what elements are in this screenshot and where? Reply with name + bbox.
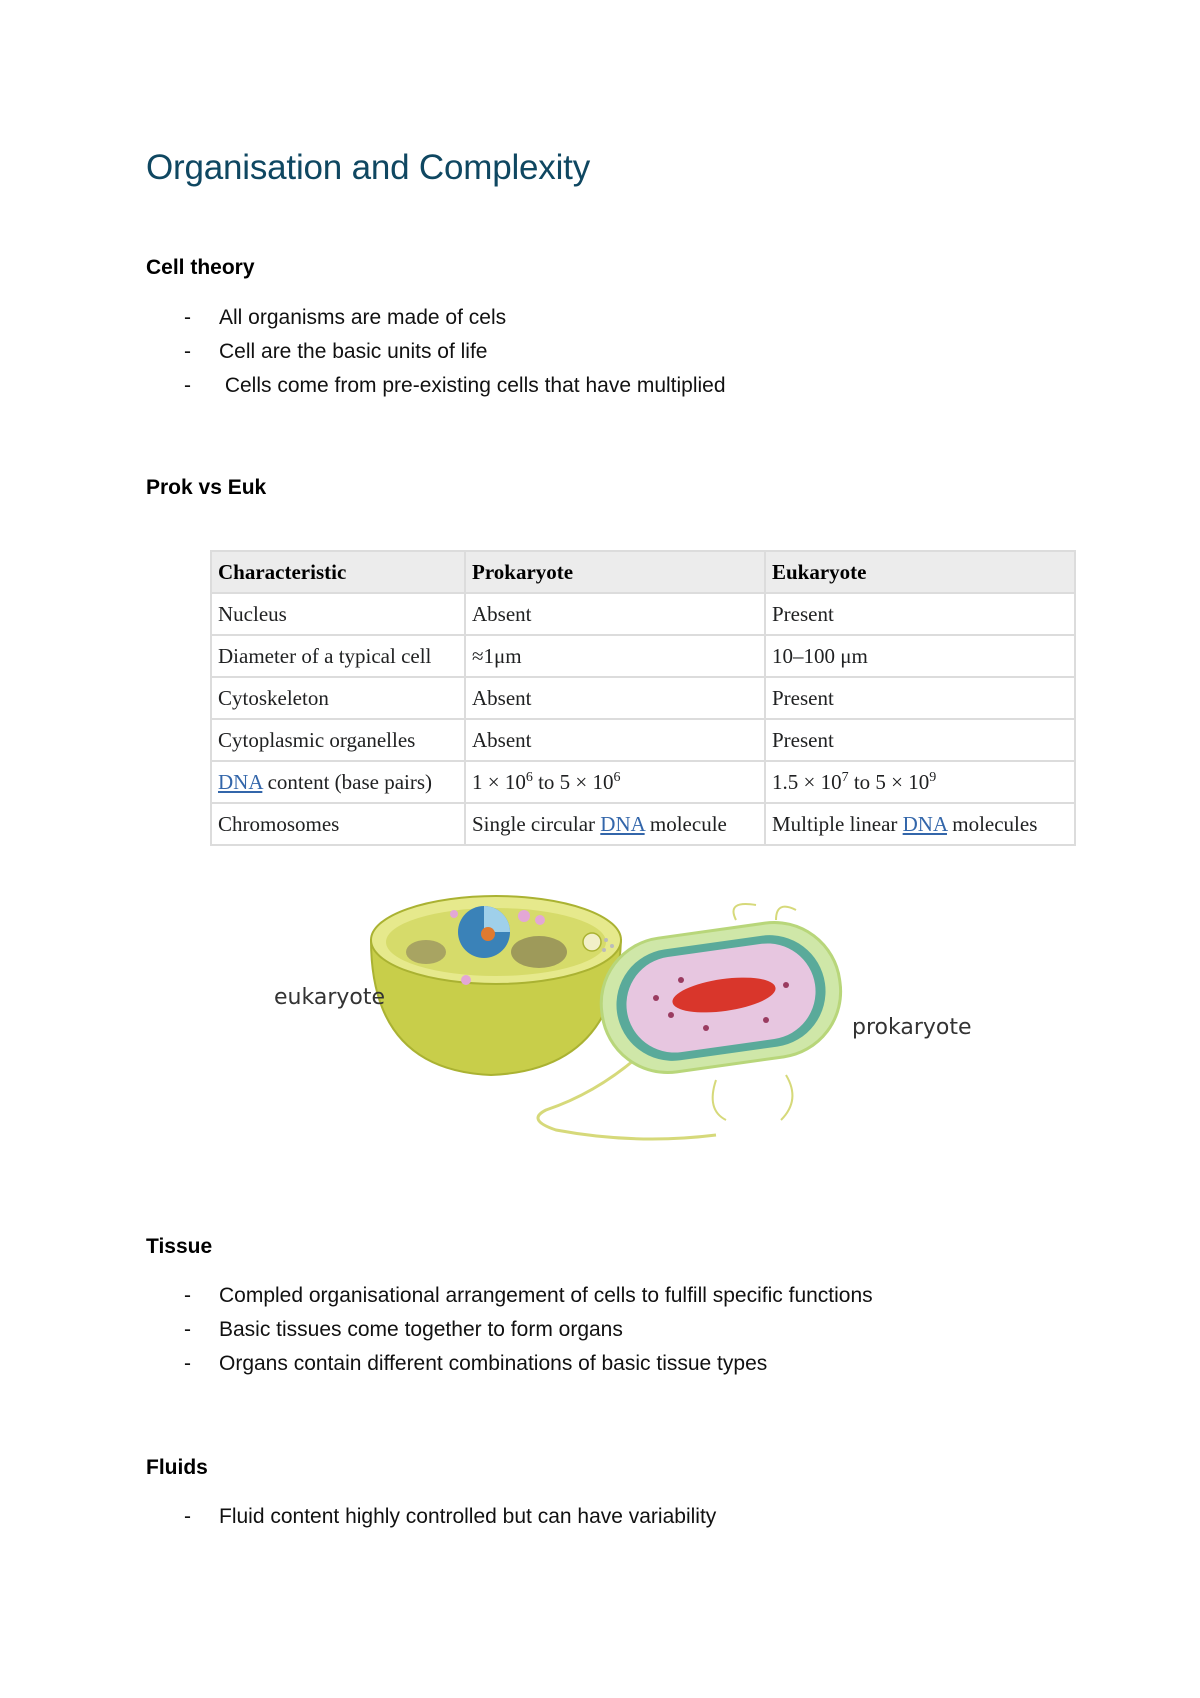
cell-text: molecules <box>946 811 1038 836</box>
list-item-text: All organisms are made of cels <box>219 306 507 329</box>
cell-text: content (base pairs) <box>262 769 433 794</box>
list-item <box>146 301 726 335</box>
dna-link[interactable]: DNA <box>902 811 947 836</box>
list-item-text: Basic tissues come together to form organs <box>219 1318 623 1341</box>
bullet-dash: - <box>184 1284 191 1307</box>
cell-text: 1.5 × 10 <box>772 769 842 794</box>
exponent: 6 <box>525 769 533 785</box>
fluids-heading: Fluids <box>146 1456 208 1479</box>
cell-characteristic: Diameter of a typical cell <box>211 635 465 677</box>
list-item <box>146 1313 873 1347</box>
eukaryote-cell-image <box>371 896 621 1075</box>
cell-characteristic: Cytoplasmic organelles <box>211 719 465 761</box>
list-item <box>146 1500 716 1534</box>
bullet-dash: - <box>184 1318 191 1341</box>
cell-prokaryote: Absent <box>465 593 765 635</box>
dna-link[interactable]: DNA <box>600 811 645 836</box>
list-item-text: Cell are the basic units of life <box>219 340 488 363</box>
table-row <box>211 677 1075 719</box>
exponent: 7 <box>841 769 849 785</box>
header-characteristic: Characteristic <box>211 551 465 593</box>
list-item-text: Compled organisational arrangement of cells to fulfill specific functions <box>219 1284 873 1307</box>
table-row <box>211 803 1075 845</box>
cell-characteristic: Nucleus <box>211 593 465 635</box>
bullet-dash: - <box>184 374 191 397</box>
tissue-list <box>146 1279 873 1381</box>
cell-characteristic: Cytoskeleton <box>211 677 465 719</box>
cell-text: to 5 × 10 <box>532 769 614 794</box>
table-row <box>211 719 1075 761</box>
list-item-text: Cells come from pre-existing cells that have multiplied <box>219 374 726 397</box>
header-prokaryote: Prokaryote <box>465 551 765 593</box>
list-item <box>146 1347 873 1381</box>
exponent: 6 <box>613 769 621 785</box>
list-item-text: Fluid content highly controlled but can have variability <box>219 1505 717 1528</box>
cell-prokaryote <box>465 803 765 845</box>
table-row <box>211 635 1075 677</box>
cell-text: Multiple linear <box>772 811 903 836</box>
cell-theory-heading: Cell theory <box>146 256 255 279</box>
tissue-heading: Tissue <box>146 1235 213 1258</box>
cell-characteristic: Chromosomes <box>211 803 465 845</box>
table-header-row <box>211 551 1075 593</box>
cell-text: Single circular <box>472 811 601 836</box>
cell-eukaryote: Present <box>765 593 1075 635</box>
cell-eukaryote: 10–100 μm <box>765 635 1075 677</box>
eukaryote-label: eukaryote <box>274 985 385 1010</box>
list-item <box>146 369 726 403</box>
list-item-text: Organs contain different combinations of basic tissue types <box>219 1352 768 1375</box>
cell-eukaryote <box>765 761 1075 803</box>
header-eukaryote: Eukaryote <box>765 551 1075 593</box>
cell-eukaryote: Present <box>765 677 1075 719</box>
exponent: 9 <box>929 769 937 785</box>
table-row <box>211 761 1075 803</box>
bullet-dash: - <box>184 1352 191 1375</box>
cell-prokaryote: ≈1μm <box>465 635 765 677</box>
dna-link[interactable]: DNA <box>218 769 263 794</box>
cell-eukaryote <box>765 803 1075 845</box>
fluids-list <box>146 1500 716 1534</box>
bullet-dash: - <box>184 1505 191 1528</box>
cell-text: 1 × 10 <box>472 769 526 794</box>
cell-characteristic <box>211 761 465 803</box>
comparison-table <box>210 550 1076 846</box>
bullet-dash: - <box>184 340 191 363</box>
cell-theory-list <box>146 301 726 403</box>
cell-text: to 5 × 10 <box>848 769 930 794</box>
cell-comparison-figure <box>256 880 976 1160</box>
cell-prokaryote: Absent <box>465 719 765 761</box>
prok-vs-euk-heading: Prok vs Euk <box>146 476 267 499</box>
page-title: Organisation and Complexity <box>146 148 590 187</box>
cell-eukaryote: Present <box>765 719 1075 761</box>
cell-prokaryote: Absent <box>465 677 765 719</box>
cell-prokaryote <box>465 761 765 803</box>
list-item <box>146 335 726 369</box>
cell-text: molecule <box>644 811 727 836</box>
list-item <box>146 1279 873 1313</box>
table-row <box>211 593 1075 635</box>
prokaryote-label: prokaryote <box>852 1015 972 1040</box>
bullet-dash: - <box>184 306 191 329</box>
